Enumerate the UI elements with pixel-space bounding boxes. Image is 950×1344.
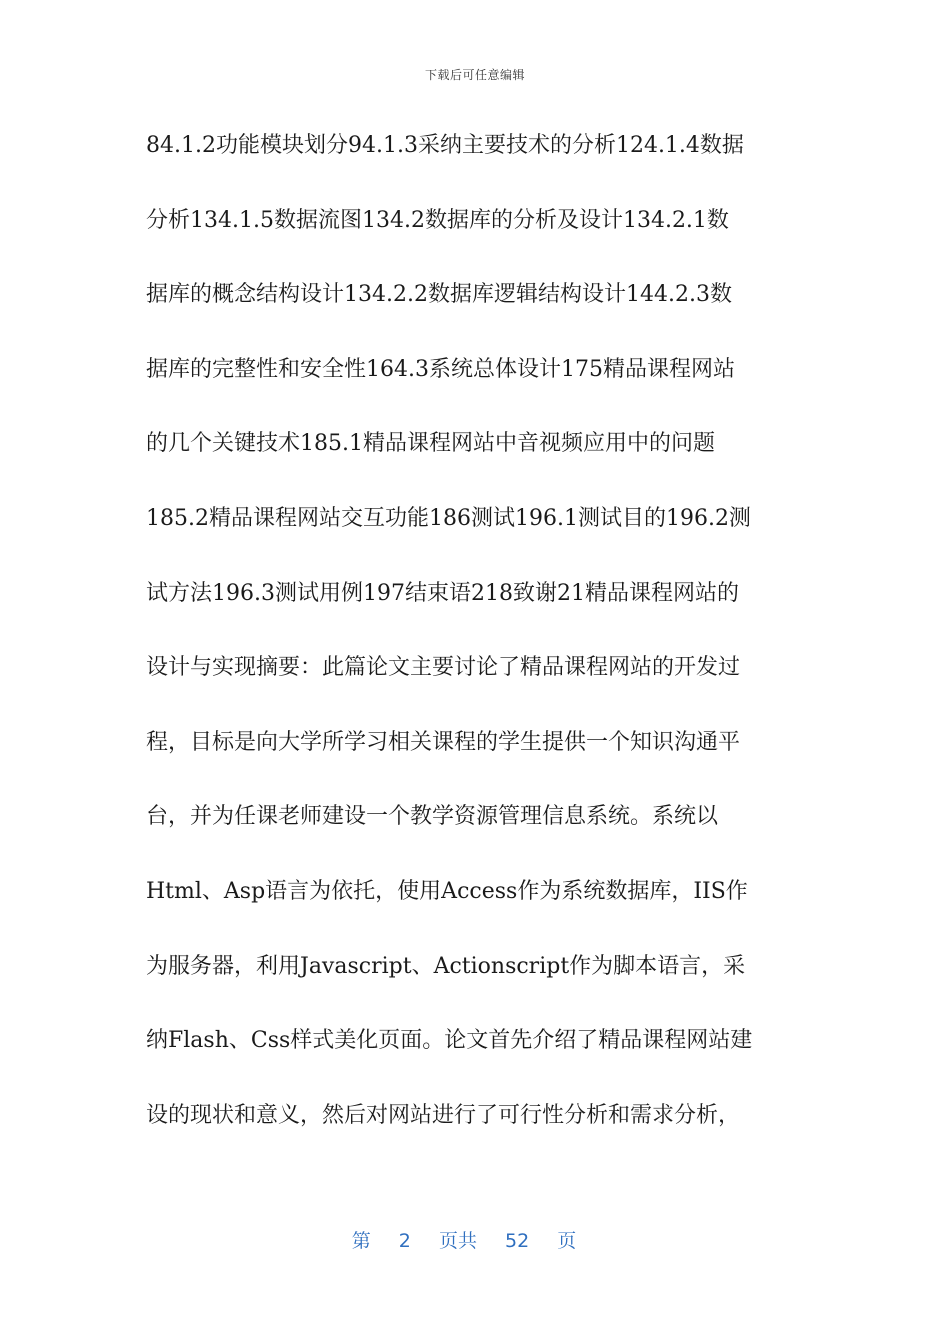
footer-prefix: 第 [351,1230,371,1252]
body-line-5: 的几个关键技术185.1精品课程网站中音视频应用中的问题 [146,431,715,457]
body-line-10: 台，并为任课老师建设一个教学资源管理信息系统。系统以 [146,804,719,830]
body-line-12: 为服务器，利用Javascript、Actionscript作为脚本语言，采 [146,953,746,979]
body-line-8: 设计与实现摘要：此篇论文主要讨论了精品课程网站的开发过 [146,655,741,681]
body-line-9: 程，目标是向大学所学习相关课程的学生提供一个知识沟通平 [146,729,741,755]
body-line-2: 分析134.1.5数据流图134.2数据库的分析及设计134.2.1数 [146,207,729,233]
document-body [146,126,806,1170]
page-header-note: 下载后可任意编辑 [424,68,525,82]
footer-current-page: 2 [398,1230,411,1252]
footer-middle: 页共 [438,1230,477,1252]
body-line-3: 据库的概念结构设计134.2.2数据库逻辑结构设计144.2.3数 [146,282,732,308]
body-line-1: 84.1.2功能模块划分94.1.3采纳主要技术的分析124.1.4数据 [146,133,744,158]
body-line-14: 设的现状和意义，然后对网站进行了可行性分析和需求分析， [146,1102,741,1128]
body-line-11: Html、Asp语言为依托，使用Access作为系统数据库，IIS作 [146,878,748,904]
body-line-13: 纳Flash、Css样式美化页面。论文首先介绍了精品课程网站建 [146,1028,753,1054]
footer-total-pages: 52 [505,1230,530,1252]
page-footer [0,1226,950,1253]
footer-suffix: 页 [557,1230,577,1252]
body-line-7: 试方法196.3测试用例197结束语218致谢21精品课程网站的 [146,580,739,606]
body-line-4: 据库的完整性和安全性164.3系统总体设计175精品课程网站 [146,356,735,382]
body-line-6: 185.2精品课程网站交互功能186测试196.1测试目的196.2测 [146,505,751,531]
